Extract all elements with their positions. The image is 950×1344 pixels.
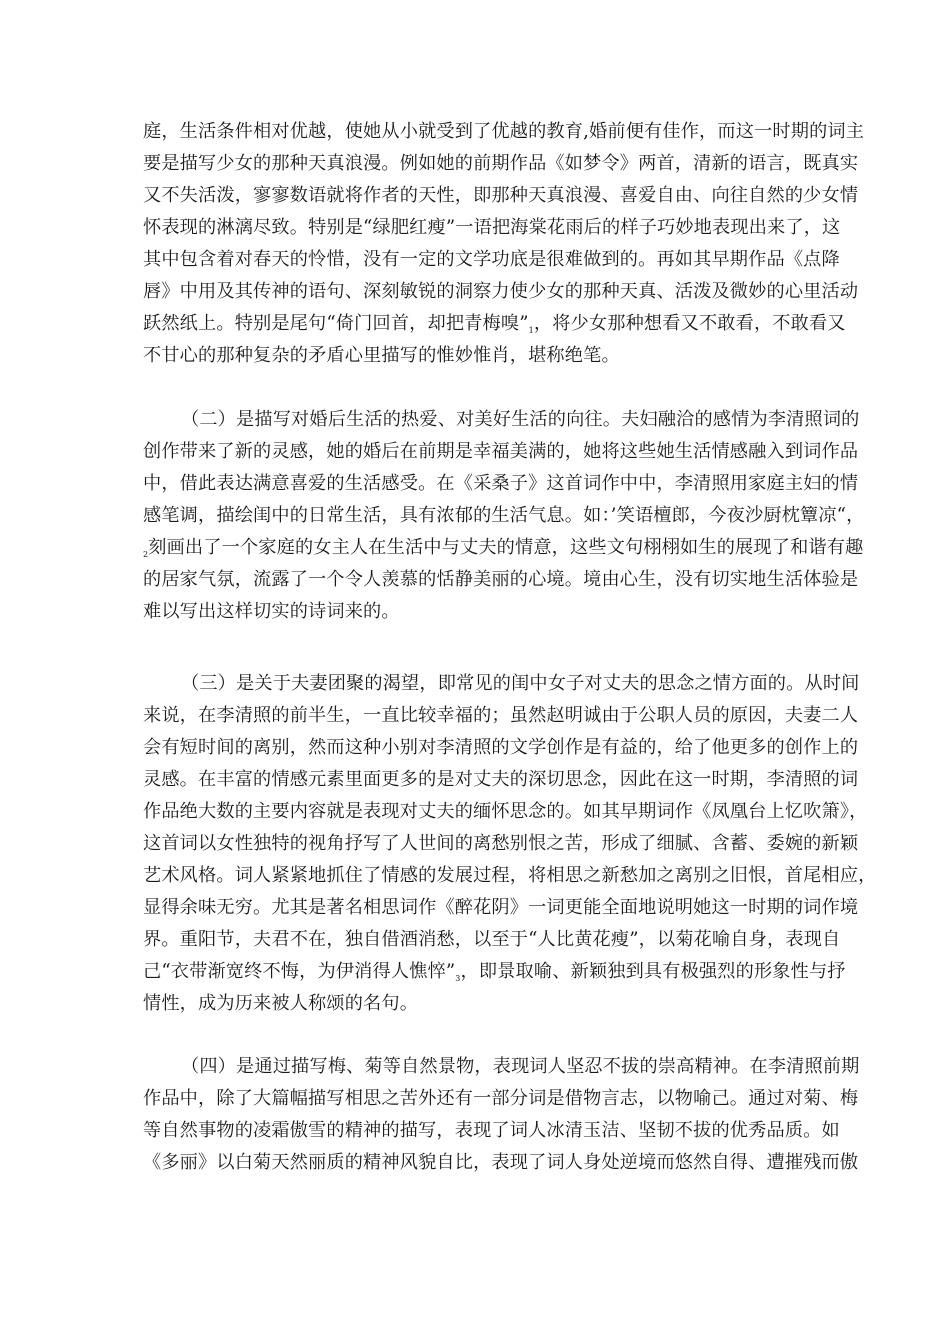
text-line	[143, 800, 868, 824]
line-text: 又不失活泼，寥寥数语就将作者的天性，即那种天真浪漫、喜爱自由、向往自然的少女情	[143, 185, 859, 206]
text-line	[143, 472, 859, 496]
line-text: 艺术风格。词人紧紧地抓住了情感的发展过程，将相思之新愁加之离别之旧恨，首尾相应，	[143, 865, 877, 886]
line-text: 难以写出这样切实的诗词来的。	[143, 601, 400, 622]
text-line	[143, 704, 859, 728]
line-text: 中，借此表达满意喜爱的生活感受。在《采桑子》这首词作中中，李清照用家庭主妇的情	[143, 473, 859, 494]
text-line	[143, 344, 823, 368]
line-text: 显得余味无穷。尤其是著名相思词作《醉花阴》一词更能全面地说明她这一时期的词作境	[143, 897, 859, 918]
text-line	[143, 1151, 859, 1175]
text-line	[143, 184, 859, 208]
text-line	[143, 896, 859, 920]
text-line	[143, 248, 840, 272]
footnote-marker: 2	[143, 550, 149, 559]
text-line	[143, 536, 864, 560]
line-text: 己“衣带渐宽终不悔，为伊消得人憔悴”	[143, 961, 456, 982]
text-line	[143, 440, 859, 464]
text-line	[143, 568, 859, 592]
text-line	[143, 928, 841, 952]
footnote-marker: 1	[528, 326, 534, 335]
text-line	[143, 1119, 840, 1143]
line-text: ，即景取喻、新颖独到具有极强烈的形象性与抒	[460, 961, 846, 982]
text-line	[181, 1055, 860, 1079]
line-text: 会有短时间的离别，然而这种小别对李清照的文学创作是有益的，给了他更多的创作上的	[143, 737, 859, 758]
text-line	[143, 152, 859, 176]
line-text: 《多丽》以白菊天然丽质的精神风貌自比，表现了词人身处逆境而悠然自得、遭摧残而傲	[143, 1152, 859, 1173]
text-line	[143, 1087, 859, 1111]
line-text: （三）是关于夫妻团聚的渴望，即常见的闺中女子对丈夫的思念之情方面的。从时间	[181, 673, 860, 694]
text-line	[143, 992, 823, 1016]
line-text: 感笔调，描绘闺中的日常生活，具有浓郁的生活气息。如：’笑语檀郎，今夜沙厨枕簟凉“，	[143, 505, 865, 526]
line-text: ，将少女那种想看又不敢看，不敢看又	[533, 313, 846, 334]
line-text: （二）是描写对婚后生活的热爱、对美好生活的向往。夫妇融洽的感情为李清照词的	[181, 409, 860, 430]
line-text: 庭，生活条件相对优越，使她从小就受到了优越的教育,婚前便有佳作，而这一时期的词主	[143, 121, 865, 142]
text-line	[181, 408, 860, 432]
text-line	[181, 672, 860, 696]
line-text: 不甘心的那种复杂的矛盾心里描写的惟妙惟肖，堪称绝笔。	[143, 345, 620, 366]
text-line	[143, 312, 846, 336]
text-line	[143, 864, 877, 888]
text-line	[143, 832, 859, 856]
text-line	[143, 600, 823, 624]
line-text: 灵感。在丰富的情感元素里面更多的是对丈夫的深切思念，因此在这一时期，李清照的词	[143, 769, 859, 790]
line-text: 跃然纸上。特别是尾句“倚门回首，却把青梅嗅”	[143, 313, 529, 334]
line-text: 要是描写少女的那种天真浪漫。例如她的前期作品《如梦令》两首，清新的语言，既真实	[143, 153, 859, 174]
text-line	[143, 120, 865, 144]
line-text: （四）是通过描写梅、菊等自然景物，表现词人坚忍不拔的崇高精神。在李清照前期	[181, 1056, 860, 1077]
line-text: 的居家气氛，流露了一个令人羡慕的恬静美丽的心境。境由心生，没有切实地生活体验是	[143, 569, 859, 590]
line-text: 等自然事物的凌霜傲雪的精神的描写，表现了词人冰清玉洁、坚韧不拔的优秀品质。如	[143, 1120, 840, 1141]
text-line	[143, 216, 841, 240]
footnote-marker: 3	[455, 974, 461, 983]
text-line	[143, 768, 859, 792]
line-text: 创作带来了新的灵感，她的婚后在前期是幸福美满的，她将这些她生活情感融入到词作品	[143, 441, 859, 462]
line-text: 刻画出了一个家庭的女主人在生活中与丈夫的情意，这些文句栩栩如生的展现了和谐有趣	[148, 537, 864, 558]
line-text: 界。重阳节，夫君不在，独自借酒消愁，以至于“人比黄花瘦”，以菊花喻自身，表现自	[143, 929, 841, 950]
line-text: 作品中，除了大篇幅描写相思之苦外还有一部分词是借物言志，以物喻己。通过对菊、梅	[143, 1088, 859, 1109]
line-text: 唇》中用及其传神的语句、深刻敏锐的洞察力使少女的那种天真、活泼及微妙的心里活动	[143, 281, 859, 302]
line-text: 这首词以女性独特的视角抒写了人世间的离愁别恨之苦，形成了细腻、含蓄、委婉的新颖	[143, 833, 859, 854]
text-line	[143, 736, 859, 760]
line-text: 作品绝大数的主要内容就是表现对丈夫的缅怀思念的。如其早期词作《凤凰台上忆吹箫》，	[143, 801, 868, 822]
line-text: 情性，成为历来被人称颂的名句。	[143, 993, 419, 1014]
text-line	[143, 280, 859, 304]
line-text: 来说，在李清照的前半生，一直比较幸福的；虽然赵明诚由于公职人员的原因，夫妻二人	[143, 705, 859, 726]
text-line	[143, 504, 865, 528]
line-text: 怀表现的淋漓尽致。特别是“绿肥红瘦”一语把海棠花雨后的样子巧妙地表现出来了，这	[143, 217, 841, 238]
text-line	[143, 960, 846, 984]
line-text: 其中包含着对春天的怜惜，没有一定的文学功底是很难做到的。再如其早期作品《点降	[143, 249, 840, 270]
